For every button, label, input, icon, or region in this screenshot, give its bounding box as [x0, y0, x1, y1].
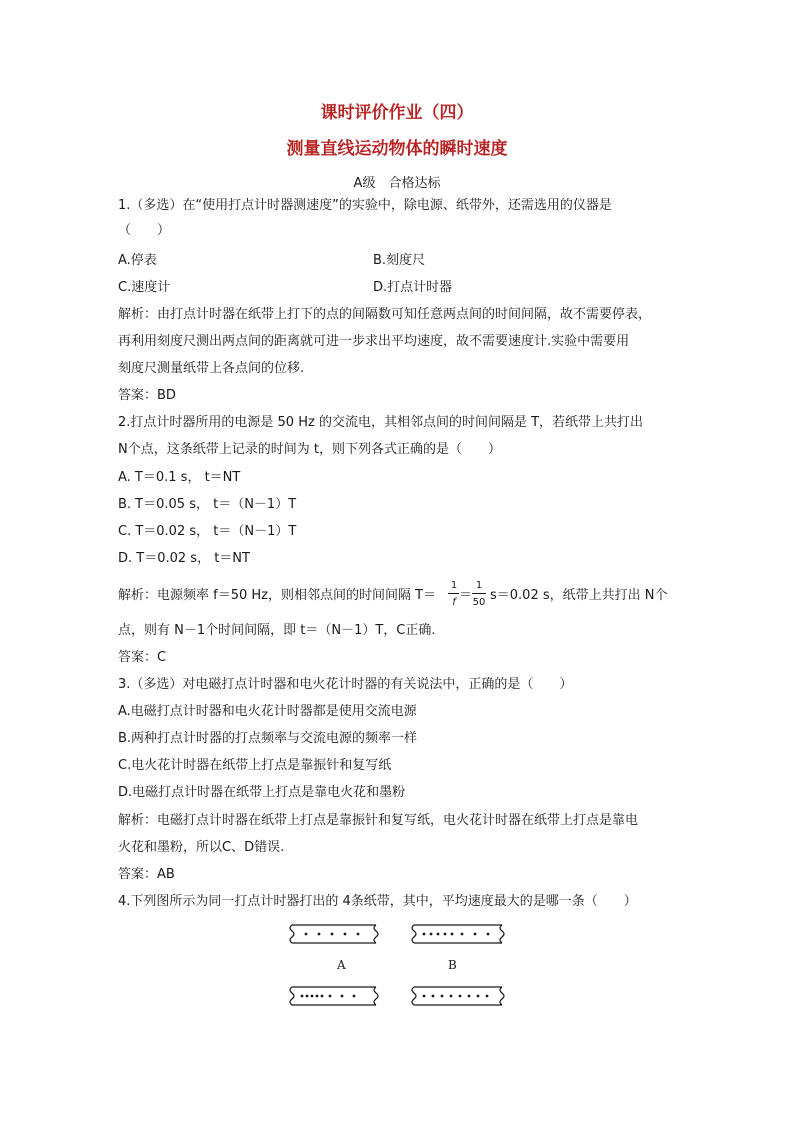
worksheet-title: 课时评价作业（四） [320, 103, 474, 123]
q3-answer: 答案：AB [118, 867, 175, 882]
q1-option-d: D.打点计时器 [373, 280, 453, 295]
fraction-2-numerator: 1 [475, 580, 483, 591]
q1-option-c: C.速度计 [118, 280, 171, 295]
q1-option-a: A.停表 [118, 253, 157, 268]
fraction-equals: ＝ [459, 588, 473, 603]
q2-stem-line1: 2.打点计时器所用的电源是 50 Hz 的交流电，其相邻点间的时间间隔是 T，若纸带上共打出 [118, 415, 644, 430]
q3-analysis-line2: 火花和墨粉，所以C、D错误. [118, 840, 285, 855]
q4-stem: 4.下列图所示为同一打点计时器打出的 4条纸带，其中，平均速度最大的是哪一条（ ） [118, 894, 637, 909]
q1-analysis-line2: 再利用刻度尺测出两点间的距离就可进一步求出平均速度，故不需要速度计.实验中需要用 [118, 334, 630, 349]
q1-option-b: B.刻度尺 [373, 253, 426, 268]
q3-option-c: C.电火花计时器在纸带上打点是靠振针和复写纸 [118, 758, 392, 773]
fraction-2-bar [472, 593, 486, 594]
tape-label-b: B [448, 958, 457, 972]
paper-tape-d [408, 984, 508, 1008]
q2-option-d: D. T＝0.02 s， t＝NT [118, 551, 250, 566]
q3-stem: 3.（多选）对电磁打点计时器和电火花计时器的有关说法中，正确的是（ ） [118, 677, 573, 692]
paper-tape-c [286, 984, 382, 1008]
q2-option-b: B. T＝0.05 s， t＝（N－1）T [118, 497, 297, 512]
fraction-1-bar [448, 593, 459, 594]
q2-analysis-part2: s＝0.02 s，纸带上共打出 N个 [490, 588, 668, 603]
tape-label-a: A [337, 958, 346, 972]
fraction-2-denominator: 50 [472, 597, 486, 608]
level-heading: A级 合格达标 [353, 176, 441, 191]
fraction-1-numerator: 1 [450, 580, 458, 591]
fraction-1-denominator: f [452, 597, 456, 608]
q2-option-c: C. T＝0.02 s， t＝（N－1）T [118, 524, 297, 539]
q1-stem-line1: 1.（多选）在“使用打点计时器测速度”的实验中，除电源、纸带外，还需选用的仪器是 [118, 198, 612, 213]
q3-analysis-line1: 解析：电磁打点计时器在纸带上打点是靠振针和复写纸，电火花计时器在纸带上打点是靠电 [118, 813, 639, 828]
q1-analysis-line3: 刻度尺测量纸带上各点间的位移. [118, 361, 305, 376]
q2-analysis-line2: 点，则有 N－1个时间间隔，即 t＝（N－1）T，C正确. [118, 623, 436, 638]
q3-option-b: B.两种打点计时器的打点频率与交流电源的频率一样 [118, 731, 418, 746]
q1-analysis-line1: 解析：由打点计时器在纸带上打下的点的间隔数可知任意两点间的时间间隔，故不需要停表， [118, 307, 652, 322]
q2-answer: 答案：C [118, 650, 167, 665]
q3-option-a: A.电磁打点计时器和电火花计时器都是使用交流电源 [118, 704, 417, 719]
paper-tape-a [286, 922, 382, 946]
q1-answer: 答案：BD [118, 388, 176, 403]
paper-tape-b [408, 922, 508, 946]
q1-stem-line2: （ ） [118, 223, 171, 238]
worksheet-subtitle: 测量直线运动物体的瞬时速度 [286, 139, 508, 159]
q2-analysis-part1: 解析：电源频率 f＝50 Hz，则相邻点间的时间间隔 T＝ [118, 588, 437, 603]
q2-stem-line2: N个点，这条纸带上记录的时间为 t，则下列各式正确的是（ ） [118, 442, 501, 457]
q3-option-d: D.电磁打点计时器在纸带上打点是靠电火花和墨粉 [118, 785, 406, 800]
q2-option-a: A. T＝0.1 s， t＝NT [118, 470, 241, 485]
